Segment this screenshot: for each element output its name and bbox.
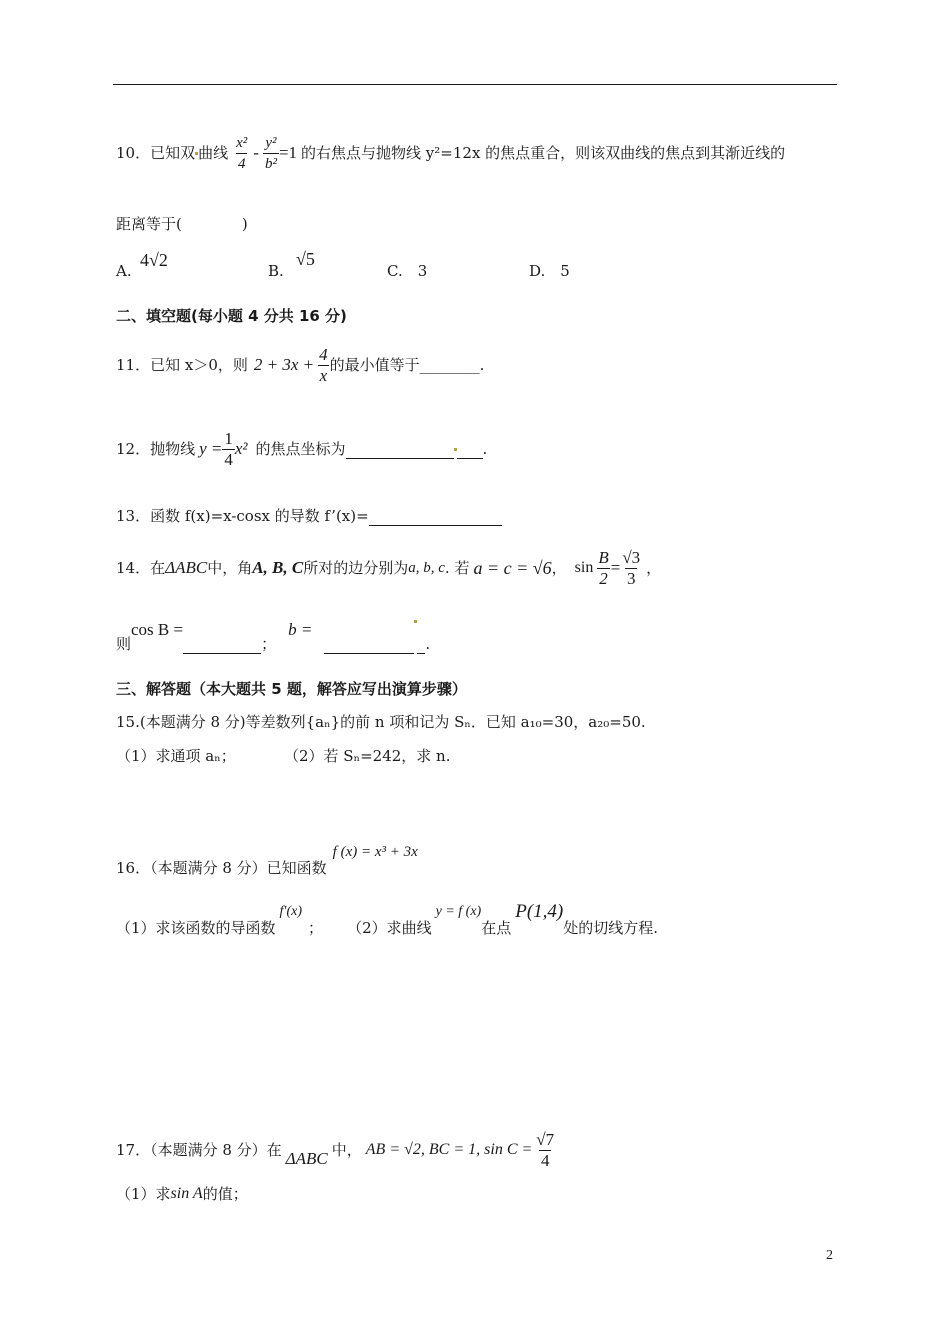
minus-sign: - xyxy=(253,143,259,162)
b-answer-blank-tail[interactable] xyxy=(417,635,425,654)
answer-blank-tail[interactable] xyxy=(457,440,483,459)
option-a-label: A. xyxy=(116,262,132,280)
q14-condition: a = c = √6 xyxy=(473,558,552,578)
q12-fraction xyxy=(222,429,235,470)
q17-fraction xyxy=(534,1130,556,1171)
q12-prefix: 12．抛物线 xyxy=(116,440,196,458)
question-12 xyxy=(116,424,487,474)
q16-part2-prefix: （2）求曲线 xyxy=(347,919,432,937)
q12-suffix: 的焦点坐标为 xyxy=(255,440,346,458)
fraction-numerator: √3 xyxy=(622,547,641,567)
q17-part1-prefix: （1）求 xyxy=(116,1185,171,1203)
q14-eq: = xyxy=(610,558,621,577)
section-2-title: 二、填空题(每小题 4 分共 16 分) xyxy=(116,307,347,325)
b-answer-blank[interactable] xyxy=(324,635,414,654)
q10-fraction-x xyxy=(234,133,249,174)
q17-part1-end: 的值； xyxy=(202,1185,248,1203)
equals-one: =1 xyxy=(278,143,298,162)
question-11 xyxy=(116,340,484,390)
q16-function: f (x) = x³ + 3x xyxy=(332,844,418,860)
highlight-mark xyxy=(414,620,417,623)
q16-at-point: 在点 xyxy=(481,919,512,937)
question-15-part1: （1）求通项 aₙ； xyxy=(116,747,236,765)
fraction-denominator: 2 xyxy=(599,568,608,588)
answer-blank[interactable] xyxy=(369,507,502,526)
q17-triangle: ΔABC xyxy=(285,1149,328,1168)
q12-end: . xyxy=(482,440,488,458)
q11-prefix: 11．已知 x＞0，则 xyxy=(116,356,248,374)
q14-dot: . xyxy=(425,635,431,653)
question-13 xyxy=(116,506,502,526)
q16-part2-end: 处的切线方程. xyxy=(563,919,659,937)
q14-fraction-root xyxy=(620,548,642,589)
fraction-denominator: b² xyxy=(263,153,279,174)
q10-prefix-a: 10．已知双 xyxy=(116,144,196,162)
option-b-value: √5 xyxy=(296,249,315,269)
q10-prefix-b: 曲线 xyxy=(198,144,229,162)
q11-fraction xyxy=(317,345,330,386)
question-14-line2 xyxy=(116,620,430,654)
q16-point: P(1,4) xyxy=(515,901,564,922)
fraction-denominator: 4 xyxy=(540,1150,550,1170)
option-b-label: B. xyxy=(268,262,284,280)
q17-sinA: sin A xyxy=(170,1185,203,1202)
q14-mid2: 所对的边分别为 xyxy=(303,559,409,577)
question-17 xyxy=(116,1124,556,1176)
fraction-denominator: x xyxy=(319,365,328,385)
q14-semicolon: ； xyxy=(261,635,277,653)
option-c: C. 3 xyxy=(387,262,428,280)
q14-prefix: 14．在 xyxy=(116,559,166,577)
q16-part1-end: ； xyxy=(308,919,324,937)
fraction-numerator: B xyxy=(598,547,609,567)
answer-blank[interactable] xyxy=(346,440,454,459)
question-14 xyxy=(116,540,661,596)
q14-sin: sin xyxy=(574,559,594,576)
q14-angles: A, B, C xyxy=(252,558,304,577)
q12-y-eq: y = xyxy=(199,439,223,458)
header-rule xyxy=(113,84,837,85)
q17-prefix: 17．（本题满分 8 分）在 xyxy=(116,1141,282,1159)
q14-mid3: . 若 xyxy=(444,559,470,577)
q14-comma: ， xyxy=(551,559,567,577)
q14-end: ， xyxy=(646,559,662,577)
fraction-numerator: x² xyxy=(236,134,248,151)
question-15: 15.(本题满分 8 分)等差数列{aₙ}的前 n 项和记为 Sₙ．已知 a₁₀=30，a₂₀=50. xyxy=(116,713,646,731)
q16-part1-prefix: （1）求该函数的导函数 xyxy=(116,919,276,937)
q10-fraction-y xyxy=(263,133,279,174)
option-d: D. 5 xyxy=(529,262,570,280)
fraction-numerator: √7 xyxy=(536,1129,555,1149)
fraction-denominator: 3 xyxy=(626,568,636,588)
q14-b-eq: b = xyxy=(288,620,313,639)
fraction-denominator: 4 xyxy=(236,153,248,174)
q10-line2: 距离等于( ) xyxy=(116,215,248,233)
question-17-part1 xyxy=(116,1184,248,1204)
fraction-numerator: y² xyxy=(265,134,277,151)
q14-fraction-b xyxy=(596,548,610,589)
q14-line2-prefix: 则 xyxy=(116,635,132,653)
q11-expression: 2 + 3x + xyxy=(253,355,315,374)
q16-prefix: 16．（本题满分 8 分）已知函数 xyxy=(116,859,327,877)
q17-condition: AB = √2, BC = 1, sin C = xyxy=(365,1141,533,1158)
q10-suffix: 的右焦点与抛物线 y²=12x 的焦点重合，则该双曲线的焦点到其渐近线的 xyxy=(301,144,786,162)
question-10 xyxy=(116,128,785,178)
q13-text: 13．函数 f(x)=x-cosx 的导数 f’(x)= xyxy=(116,507,369,525)
q16-fprime: f′(x) xyxy=(279,904,303,919)
fraction-numerator: 1 xyxy=(224,428,233,448)
question-16 xyxy=(116,842,418,878)
q11-suffix: 的最小值等于________. xyxy=(329,356,485,374)
q14-cosb: cos B = xyxy=(131,620,184,639)
q14-triangle: ΔABC xyxy=(165,558,208,577)
cosb-answer-blank[interactable] xyxy=(183,635,261,654)
section-3-title: 三、解答题（本大题共 5 题，解答应写出演算步骤） xyxy=(116,680,467,698)
fraction-numerator: 4 xyxy=(319,344,328,364)
q16-curve: y = f (x) xyxy=(435,904,482,919)
q17-mid: 中， xyxy=(331,1141,362,1159)
q14-mid1: 中，角 xyxy=(207,559,253,577)
q12-x-squared: x² xyxy=(234,439,248,458)
option-a-value: 4√2 xyxy=(140,250,168,270)
page-number: 2 xyxy=(826,1248,833,1263)
question-15-part2: （2）若 Sₙ=242，求 n. xyxy=(284,747,451,765)
fraction-denominator: 4 xyxy=(224,449,233,469)
q10-options xyxy=(116,250,816,280)
question-16-parts xyxy=(116,902,658,938)
q14-sides: a, b, c xyxy=(408,560,445,576)
